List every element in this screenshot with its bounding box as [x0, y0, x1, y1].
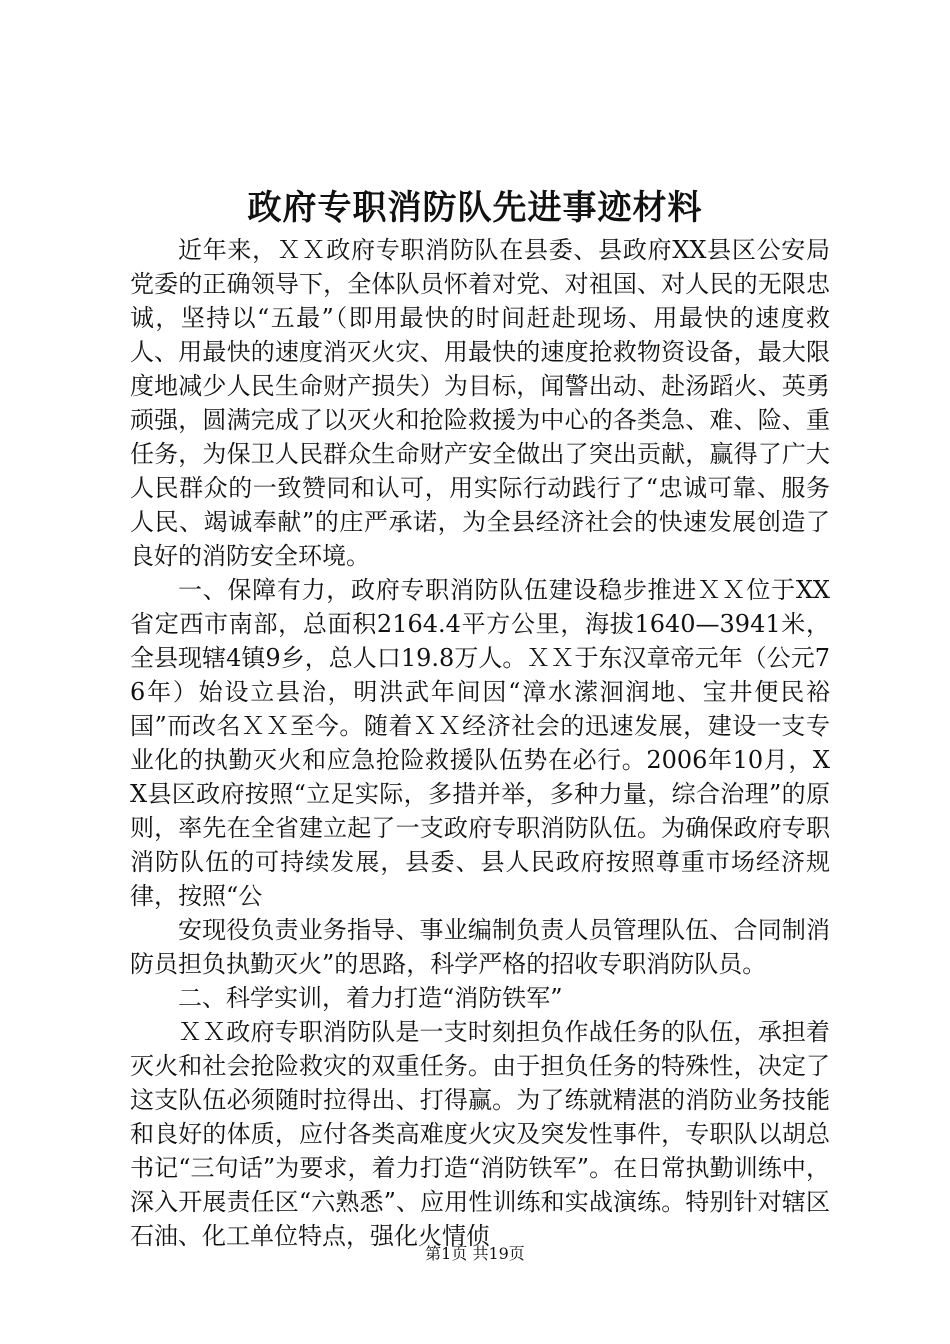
paragraph-section-one-continued: 安现役负责业务指导、事业编制负责人员管理队伍、合同制消防员担负执勤灭火”的思路，科学严格的招收专职消防队员。 — [130, 916, 830, 978]
page-number-footer: 第1页 共19页 — [425, 1244, 525, 1263]
section-heading-two: 二、科学实训，着力打造“消防铁军” — [178, 984, 563, 1012]
paragraph-intro: 近年来，ＸＸ政府专职消防队在县委、县政府XX县区公安局党委的正确领导下，全体队员怀着对党、对祖国、对人民的无限忠诚，坚持以“五最”（即用最快的时间赶赴现场、用最快的速度救人、用最快的速度消灭火灾、用最快的速度抢救物资设备，最大限度地减少人民生命财产损失）为目标，闻警出动、赴汤蹈火、英勇顽强，圆满完成了以灭火和抢险救援为中心的各类急、难、险、重任务，为保卫人民群众生命财产安全做出了突出贡献，赢得了广大人民群众的一致赞同和认可，用实际行动践行了“忠诚可靠、服务人民、竭诚奉献”的庄严承诺，为全县经济社会的快速发展创造了良好的消防安全环境。 — [130, 236, 830, 570]
document-title: 政府专职消防队先进事迹材料 — [247, 188, 703, 228]
document-body — [130, 233, 830, 1253]
paragraph-section-one: 一、保障有力，政府专职消防队伍建设稳步推进ＸＸ位于XX省定西市南部，总面积2164.4平方公里，海拔1640—3941米，全县现辖4镇9乡，总人口19.8万人。ＸＸ于东汉章帝元年（公元76年）始设立县治，明洪武年间因“漳水潆洄润地、宝井便民裕国”而改名ＸＸ至今。随着ＸＸ经济社会的迅速发展，建设一支专业化的执勤灭火和应急抢险救援队伍势在必行。2006年10月，XX县区政府按照“立足实际，多措并举，多种力量，综合治理”的原则，率先在全省建立起了一支政府专职消防队伍。为确保政府专职消防队伍的可持续发展，县委、县人民政府按照尊重市场经济规律，按照“公 — [130, 576, 830, 910]
paragraph-section-two: ＸＸ政府专职消防队是一支时刻担负作战任务的队伍，承担着灭火和社会抢险救灾的双重任务。由于担负任务的特殊性，决定了这支队伍必须随时拉得出、打得赢。为了练就精湛的消防业务技能和良好的体质，应付各类高难度火灾及突发性事件，专职队以胡总书记“三句话”为要求，着力打造“消防铁军”。在日常执勤训练中，深入开展责任区“六熟悉”、应用性训练和实战演练。特别针对辖区石油、化工单位特点，强化火情侦 — [130, 1018, 830, 1250]
